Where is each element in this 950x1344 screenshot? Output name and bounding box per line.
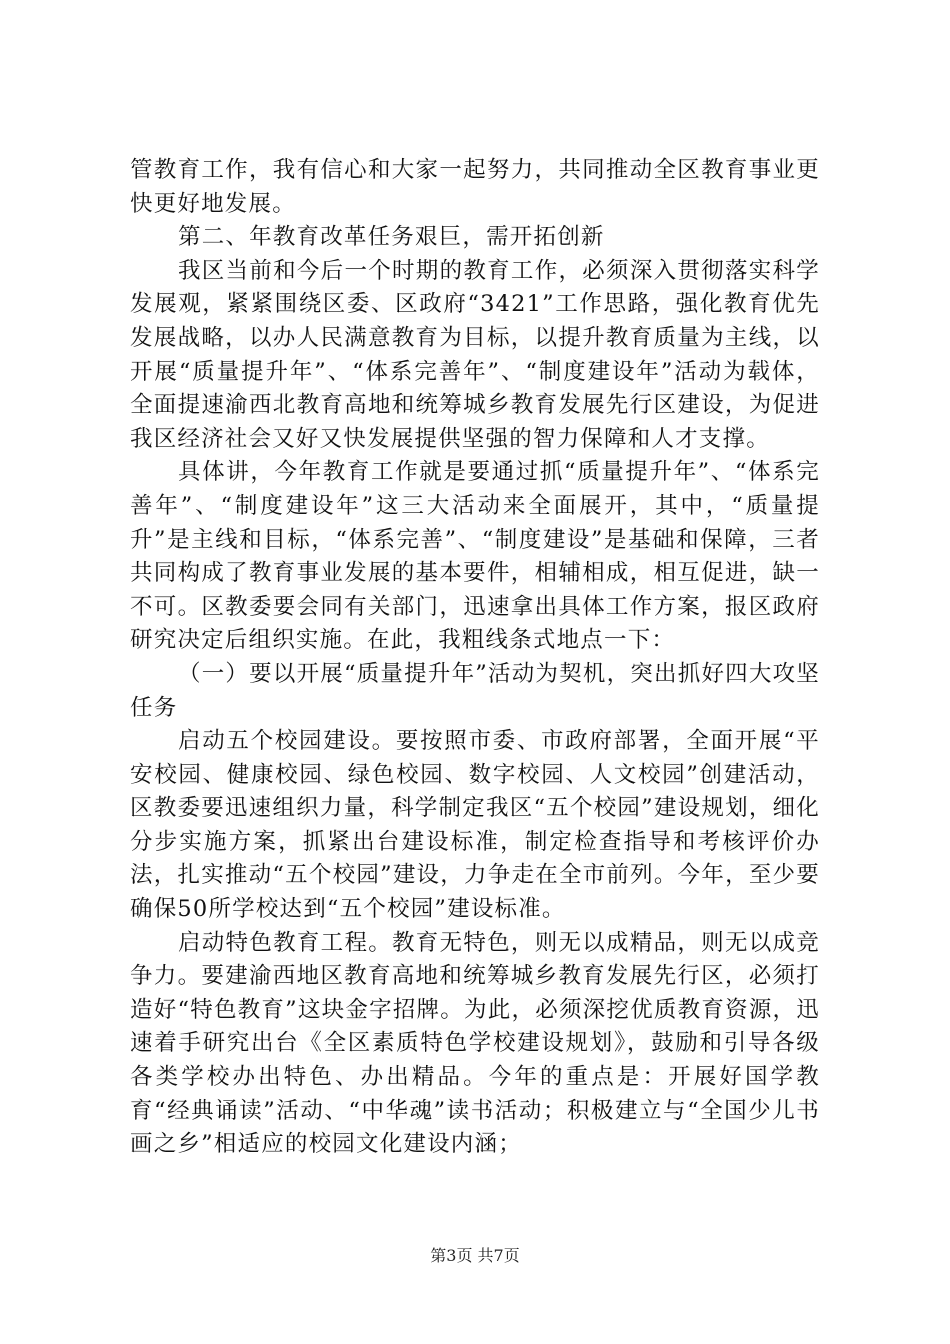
subsection-heading: （一）要以开展“质量提升年”活动为契机，突出抓好四大攻坚任务: [130, 660, 820, 721]
paragraph-special-education: 启动特色教育工程。教育无特色，则无以成精品，则无以成竞争力。要建渝西地区教育高地和统筹城乡教育发展先行区，必须打造好“特色教育”这块金字招牌。为此，必须深挖优质教育资源，迅速着手研究出台《全区素质特色学校建设规划》，鼓励和引导各级各类学校办出特色、办出精品。今年的重点是：开展好国学教育“经典诵读”活动、“中华魂”读书活动；积极建立与“全国少儿书画之乡”相适应的校园文化建设内涵；: [130, 929, 820, 1158]
paragraph-five-campuses: 启动五个校园建设。要按照市委、市政府部署，全面开展“平安校园、健康校园、绿色校园、数字校园、人文校园”创建活动，区教委要迅速组织力量，科学制定我区“五个校园”建设规划，细化分步实施方案，抓紧出台建设标准，制定检查指导和考核评价办法，扎实推动“五个校园”建设，力争走在全市前列。今年，至少要确保50所学校达到“五个校园”建设标准。: [130, 728, 820, 923]
paragraph-overview: 我区当前和今后一个时期的教育工作，必须深入贯彻落实科学发展观，紧紧围绕区委、区政府“3421”工作思路，强化教育优先发展战略，以办人民满意教育为目标，以提升教育质量为主线，以开展“质量提升年”、“体系完善年”、“制度建设年”活动为载体，全面提速渝西北教育高地和统筹城乡教育发展先行区建设，为促进我区经济社会又好又快发展提供坚强的智力保障和人才支撑。: [130, 257, 820, 452]
paragraph-continuation: 管教育工作，我有信心和大家一起努力，共同推动全区教育事业更快更好地发展。: [130, 157, 820, 217]
document-body: [130, 154, 820, 1162]
section-heading: 第二、年教育改革任务艰巨，需开拓创新: [178, 224, 605, 251]
page-footer: 第3页 共7页: [430, 1246, 520, 1265]
paragraph-specifics: 具体讲，今年教育工作就是要通过抓“质量提升年”、“体系完善年”、“制度建设年”这三大活动来全面展开，其中，“质量提升”是主线和目标，“体系完善”、“制度建设”是基础和保障，三者共同构成了教育事业发展的基本要件，相辅相成，相互促进，缺一不可。区教委要会同有关部门，迅速拿出具体工作方案，报区政府研究决定后组织实施。在此，我粗线条式地点一下：: [130, 459, 820, 654]
